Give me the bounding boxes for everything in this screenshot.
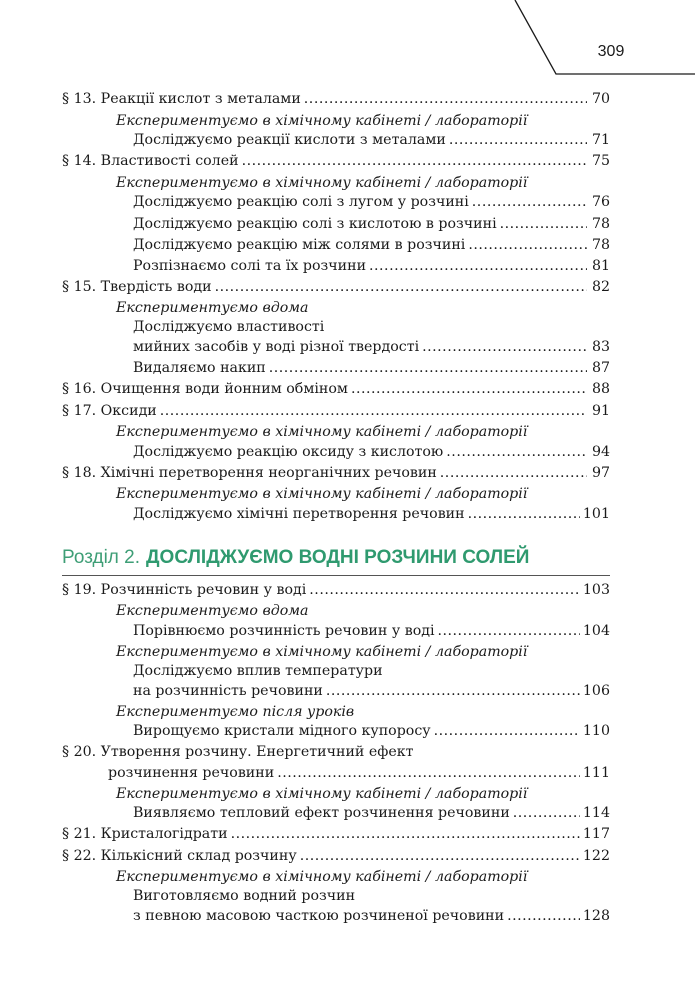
toc-entry-17[interactable] [62, 400, 610, 422]
toc-page-number: 106 [582, 683, 610, 699]
dot-leader [507, 905, 580, 927]
toc-subentry[interactable] [133, 234, 610, 256]
toc-entry-20-line: § 20. Утворення розчину. Енергетичний ефект [62, 744, 414, 760]
toc-entry-title: § 19. Розчинність речовин у воді [62, 582, 307, 598]
toc-subheading: Експериментуємо в хімічному кабінеті / лабораторії [116, 869, 528, 885]
toc-entry-title: Досліджуємо реакцію солі з лугом у розчині [133, 194, 469, 210]
toc-entry-title: § 17. Оксиди [62, 403, 157, 419]
toc-subentry[interactable] [133, 802, 610, 824]
toc-page-number: 75 [591, 153, 610, 169]
toc-entry-title: § 22. Кількісний склад розчину [62, 848, 297, 864]
toc-subentry[interactable] [133, 720, 610, 742]
dot-leader [472, 191, 587, 213]
toc-entry-21[interactable] [62, 823, 610, 845]
toc-entry-line: Виготовляємо водний розчин [133, 888, 356, 904]
toc-entry-title: Досліджуємо реакцію між солями в розчині [133, 237, 466, 253]
dot-leader [326, 680, 580, 702]
toc-page-number: 104 [582, 623, 610, 639]
toc-subentry[interactable] [133, 441, 610, 463]
toc-entry-title: Видаляємо накип [133, 360, 266, 376]
toc-entry-title: Досліджуємо хімічні перетворення речовин [133, 506, 465, 522]
toc-page-number: 97 [591, 465, 610, 481]
toc-subentry[interactable] [133, 129, 610, 151]
toc-page-number: 82 [591, 279, 610, 295]
toc-page-number: 71 [591, 132, 610, 148]
toc-page-number: 70 [591, 91, 610, 107]
toc-entry-16[interactable] [62, 378, 610, 400]
section-heading[interactable] [62, 544, 529, 572]
toc-subheading: Експериментуємо в хімічному кабінеті / лабораторії [116, 644, 528, 660]
toc-entry-title: на розчинність речовини [133, 683, 323, 699]
toc-subentry[interactable] [133, 336, 610, 358]
toc-subentry[interactable] [133, 255, 610, 277]
dot-leader [309, 579, 580, 601]
toc-subheading: Експериментуємо вдома [116, 603, 309, 619]
toc-page-number: 117 [582, 826, 610, 842]
toc-subentry[interactable] [133, 620, 610, 642]
toc-entry-18[interactable] [62, 462, 610, 484]
dot-leader [369, 255, 587, 277]
toc-subentry[interactable] [133, 905, 610, 927]
toc-entry-15[interactable] [62, 276, 610, 298]
toc-page-number: 81 [591, 258, 610, 274]
toc-page-number: 101 [582, 506, 610, 522]
toc-page-number: 83 [591, 339, 610, 355]
toc-entry-title: мийних засобів у воді різної твердості [133, 339, 420, 355]
toc-page-number: 122 [582, 848, 610, 864]
toc-subheading: Експериментуємо в хімічному кабінеті / лабораторії [116, 113, 528, 129]
toc-entry-title: § 16. Очищення води йонним обміном [62, 381, 348, 397]
toc-page-number: 94 [591, 444, 610, 460]
dot-leader [160, 400, 587, 422]
toc-entry-title: Порівнюємо розчинність речовин у воді [133, 623, 435, 639]
toc-subentry[interactable] [133, 357, 610, 379]
toc-entry-20[interactable] [108, 762, 610, 784]
toc-entry-title: § 15. Твердість води [62, 279, 212, 295]
toc-page-number: 103 [582, 582, 610, 598]
dot-leader [231, 823, 580, 845]
toc-entry-13[interactable] [62, 88, 610, 110]
toc-entry-line: Досліджуємо властивості [133, 319, 325, 335]
dot-leader [500, 213, 587, 235]
toc-entry-title: розчинення речовини [108, 765, 275, 781]
toc-page-number: 110 [582, 723, 610, 739]
toc-page-number: 87 [591, 360, 610, 376]
toc-page-number: 114 [582, 805, 610, 821]
dot-leader [513, 802, 580, 824]
toc-subentry[interactable] [133, 503, 610, 525]
dot-leader [277, 762, 580, 784]
toc-subheading: Експериментуємо вдома [116, 300, 309, 316]
toc-subheading: Експериментуємо в хімічному кабінеті / лабораторії [116, 486, 528, 502]
dot-leader [300, 845, 580, 867]
toc-entry-14[interactable] [62, 150, 610, 172]
toc-entry-title: § 14. Властивості солей [62, 153, 239, 169]
section-number: Розділ 2. [62, 547, 141, 568]
toc-entry-title: Розпізнаємо солі та їх розчини [133, 258, 367, 274]
dot-leader [242, 150, 587, 172]
toc-subheading: Експериментуємо після уроків [116, 704, 355, 720]
toc-entry-title: § 18. Хімічні перетворення неорганічних речовин [62, 465, 437, 481]
toc-entry-title: Досліджуємо реакцію солі з кислотою в розчині [133, 216, 497, 232]
toc-page-number: 128 [582, 908, 610, 924]
dot-leader [468, 234, 587, 256]
dot-leader [269, 357, 587, 379]
toc-entry-title: § 13. Реакції кислот з металами [62, 91, 301, 107]
toc-subheading: Експериментуємо в хімічному кабінеті / лабораторії [116, 175, 528, 191]
dot-leader [468, 503, 580, 525]
page-corner-decoration [0, 0, 695, 80]
toc-page-number: 91 [591, 403, 610, 419]
toc-entry-19[interactable] [62, 579, 610, 601]
toc-entry-22[interactable] [62, 845, 610, 867]
toc-subentry[interactable] [133, 213, 610, 235]
toc-subentry[interactable] [133, 680, 610, 702]
dot-leader [351, 378, 587, 400]
toc-entry-title: Вирощуємо кристали мідного купоросу [133, 723, 431, 739]
dot-leader [449, 129, 587, 151]
toc-subheading: Експериментуємо в хімічному кабінеті / лабораторії [116, 424, 528, 440]
toc-entry-title: з певною масовою часткою розчиненої речовини [133, 908, 505, 924]
page-number: 309 [597, 43, 625, 60]
toc-subentry[interactable] [133, 191, 610, 213]
toc-entry-title: Виявляємо тепловий ефект розчинення речовини [133, 805, 510, 821]
toc-entry-title: § 21. Кристалогідрати [62, 826, 228, 842]
toc-page-number: 88 [591, 381, 610, 397]
section-divider [62, 575, 610, 576]
toc-page-number: 78 [591, 216, 610, 232]
toc-entry-title: Досліджуємо реакцію оксиду з кислотою [133, 444, 444, 460]
dot-leader [438, 620, 580, 642]
section-title: ДОСЛІДЖУЄМО ВОДНІ РОЗЧИНИ СОЛЕЙ [146, 547, 530, 568]
toc-page-number: 78 [591, 237, 610, 253]
dot-leader [434, 720, 580, 742]
toc-entry-line: Досліджуємо вплив температури [133, 663, 383, 679]
toc-entry-title: Досліджуємо реакції кислоти з металами [133, 132, 446, 148]
toc-page-number: 76 [591, 194, 610, 210]
dot-leader [440, 462, 587, 484]
dot-leader [446, 441, 587, 463]
toc-page-number: 111 [582, 765, 610, 781]
dot-leader [215, 276, 587, 298]
toc-subheading: Експериментуємо в хімічному кабінеті / лабораторії [116, 786, 528, 802]
dot-leader [422, 336, 587, 358]
dot-leader [304, 88, 587, 110]
